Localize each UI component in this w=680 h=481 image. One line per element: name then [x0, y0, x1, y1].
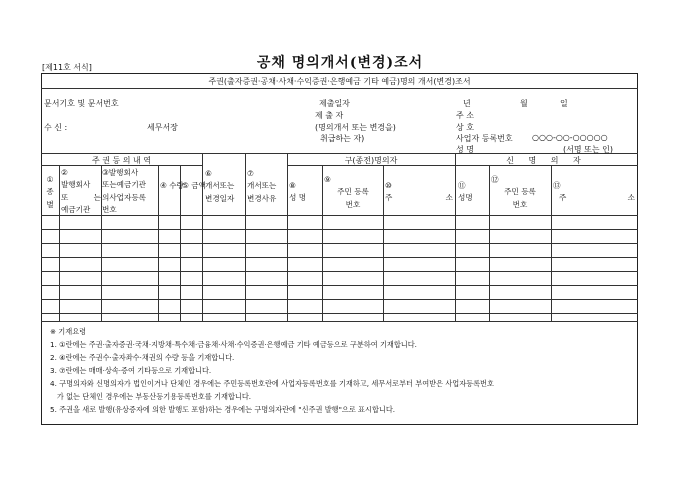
- recipient-value: 세무서장: [147, 123, 178, 132]
- col-divider: [489, 165, 490, 321]
- col-divider: [245, 153, 246, 321]
- representative-label: 성 명: [456, 145, 474, 154]
- table-row: [41, 285, 638, 286]
- table-row: [41, 271, 638, 272]
- note-5: 5. 주권을 새로 발행(유상증자에 의한 발행도 포함)하는 경우에는 구명의자란에 "신주권 발행"으로 표시합니다.: [50, 405, 396, 414]
- signature-label: (서명 또는 인): [563, 145, 613, 154]
- col-header-new-resident-no: ⑫ 주민 등록 번호: [491, 175, 536, 209]
- notes-title: ※ 기재요령: [50, 327, 87, 336]
- form-number: [제11호 서식]: [42, 63, 92, 72]
- table-row: [41, 229, 638, 230]
- col-header-change-reason: ⑦ 개서또는 변경사유: [247, 169, 277, 203]
- table-row: [41, 313, 638, 314]
- day-label: 일: [560, 99, 568, 108]
- col-divider: [287, 153, 288, 321]
- address-label: 주 소: [456, 111, 474, 120]
- year-label: 년: [463, 99, 471, 108]
- month-label: 월: [520, 99, 528, 108]
- col-divider: [59, 165, 60, 321]
- col-divider: [202, 153, 203, 321]
- col-divider: [455, 153, 456, 321]
- doc-code-label: 문서기호 및 문서번호: [44, 99, 119, 108]
- submitter-label: 제 출 자: [315, 111, 344, 120]
- col-header-issuer: ② 발행회사 또 는 예금기관: [61, 168, 101, 214]
- table-bottom-line: [41, 321, 638, 322]
- biz-no-value: ○○○-○○-○○○○○: [532, 133, 608, 142]
- note-3: 3. ⑦란에는 매매·상속·증여 기타등으로 기재합니다.: [50, 366, 212, 375]
- group-old-owner-header: 구(종전)명의자: [344, 156, 398, 165]
- col-header-new-address: ⑬ 주 소: [553, 181, 635, 203]
- company-name-label: 상 호: [456, 123, 474, 132]
- submitter-sub2: 취급하는 자): [320, 134, 365, 143]
- subtitle: 주권(출자증권·공채·사채·수익증권·은행예금 기타 예금)명의 개서(변경)조서: [208, 77, 471, 86]
- submitter-sub1: (명의개서 또는 변경을): [315, 123, 396, 132]
- col-header-old-resident-no: ⑨ 주민 등록 번호: [324, 175, 369, 209]
- recipient-label: 수 신 :: [44, 123, 68, 132]
- col-header-old-address: ⑩ 주 소: [385, 181, 453, 203]
- col-divider: [322, 165, 323, 321]
- biz-no-label: 사업자 등록번호: [456, 134, 513, 143]
- col-divider: [158, 165, 159, 321]
- note-1: 1. ①란에는 주권·출자증권·국채·지방채·특수채·금융채·사채·수익증권·은행예금 기타 예금등으로 구분하여 기재합니다.: [50, 340, 417, 349]
- table-row: [41, 257, 638, 258]
- group-new-owner-header: 신 명 의 자: [506, 156, 587, 165]
- col-header-amount: ⑤ 금액: [182, 181, 206, 190]
- col-header-old-name: ⑧ 성 명: [289, 181, 307, 203]
- col-header-new-name: ⑪ 성명: [458, 181, 473, 203]
- table-row: [41, 299, 638, 300]
- note-4-cont: 가 없는 단체인 경우에는 부동산등기용등록번호를 기재합니다.: [50, 392, 252, 401]
- submit-date-label: 제출일자: [319, 99, 350, 108]
- col-header-change-date: ⑥ 개서또는 변경일자: [205, 169, 235, 203]
- col-divider: [551, 165, 552, 321]
- col-header-quantity: ④ 수량: [160, 181, 184, 190]
- note-2: 2. ④란에는 주권수·출자좌수·채권의 수량 등을 기재합니다.: [50, 353, 235, 362]
- col-divider: [383, 165, 384, 321]
- table-top-line: [41, 153, 638, 154]
- divider: [41, 88, 638, 89]
- page-title: 공채 명의개서(변경)조서: [256, 55, 424, 71]
- note-4: 4. 구명의자와 신명의자가 법인이거나 단체인 경우에는 주민등록번호란에 사업자등록번호를 기재하고, 세무서로부터 부여받은 사업자등록번호: [50, 379, 494, 388]
- col-header-type: ① 종 별: [46, 175, 54, 209]
- table-row: [41, 243, 638, 244]
- group-stock-header: 주 권 등 의 내 역: [91, 156, 152, 165]
- col-header-issuer-bizno: ③발행회사 또는예금기관 의사업자등록 번호: [102, 168, 147, 214]
